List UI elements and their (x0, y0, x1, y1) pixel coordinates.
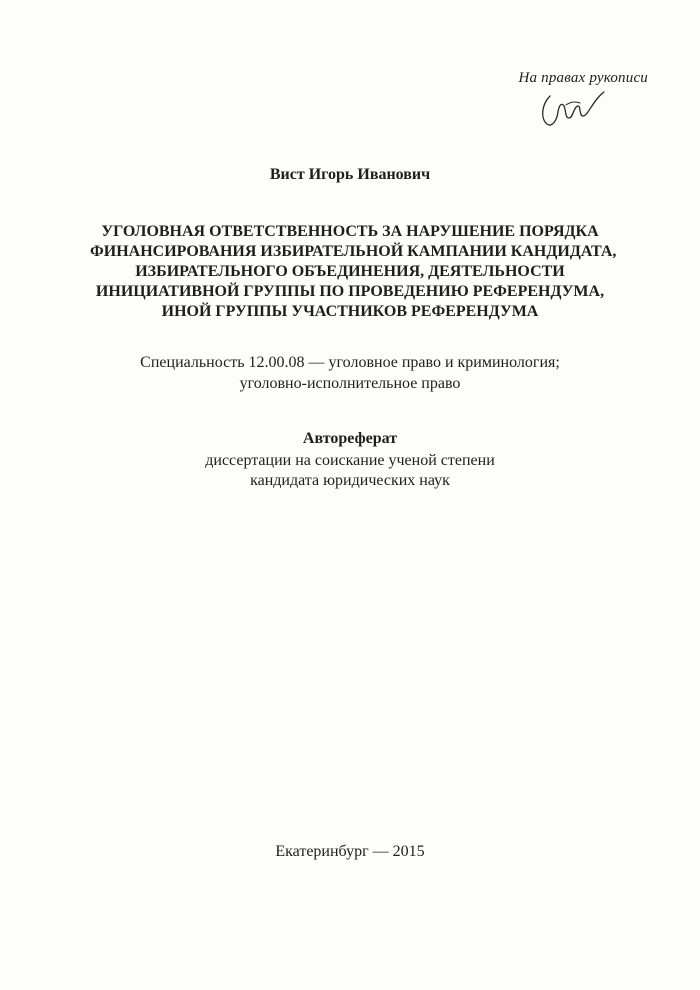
title-line: ИЗБИРАТЕЛЬНОГО ОБЪЕДИНЕНИЯ, ДЕЯТЕЛЬНОСТИ (135, 263, 565, 280)
specialty-line: Специальность 12.00.08 — уголовное право и криминология; (140, 354, 560, 371)
rights-note: На правах рукописи (518, 70, 648, 86)
specialty-line: уголовно-исполнительное право (239, 375, 461, 392)
abstract-line: диссертации на соискание ученой степени (205, 452, 495, 469)
city-year: Екатеринбург — 2015 (275, 843, 425, 860)
title-line: ФИНАНСИРОВАНИЯ ИЗБИРАТЕЛЬНОЙ КАМПАНИИ КАНДИДАТА, (90, 243, 617, 260)
title-line: ИНИЦИАТИВНОЙ ГРУППЫ ПО ПРОВЕДЕНИЮ РЕФЕРЕНДУМА, (95, 283, 605, 300)
specialty (60, 352, 640, 394)
abstract-line: кандидата юридических наук (250, 472, 450, 489)
title-line: УГОЛОВНАЯ ОТВЕТСТВЕННОСТЬ ЗА НАРУШЕНИЕ ПОРЯДКА (101, 223, 599, 240)
abstract-heading: Автореферат (302, 430, 398, 447)
dissertation-title (90, 222, 617, 322)
signature-mark (536, 88, 616, 130)
title-line: ИНОЙ ГРУППЫ УЧАСТНИКОВ РЕФЕРЕНДУМА (161, 303, 539, 320)
author-name: Вист Игорь Иванович (269, 166, 431, 183)
abstract-description (0, 451, 700, 491)
